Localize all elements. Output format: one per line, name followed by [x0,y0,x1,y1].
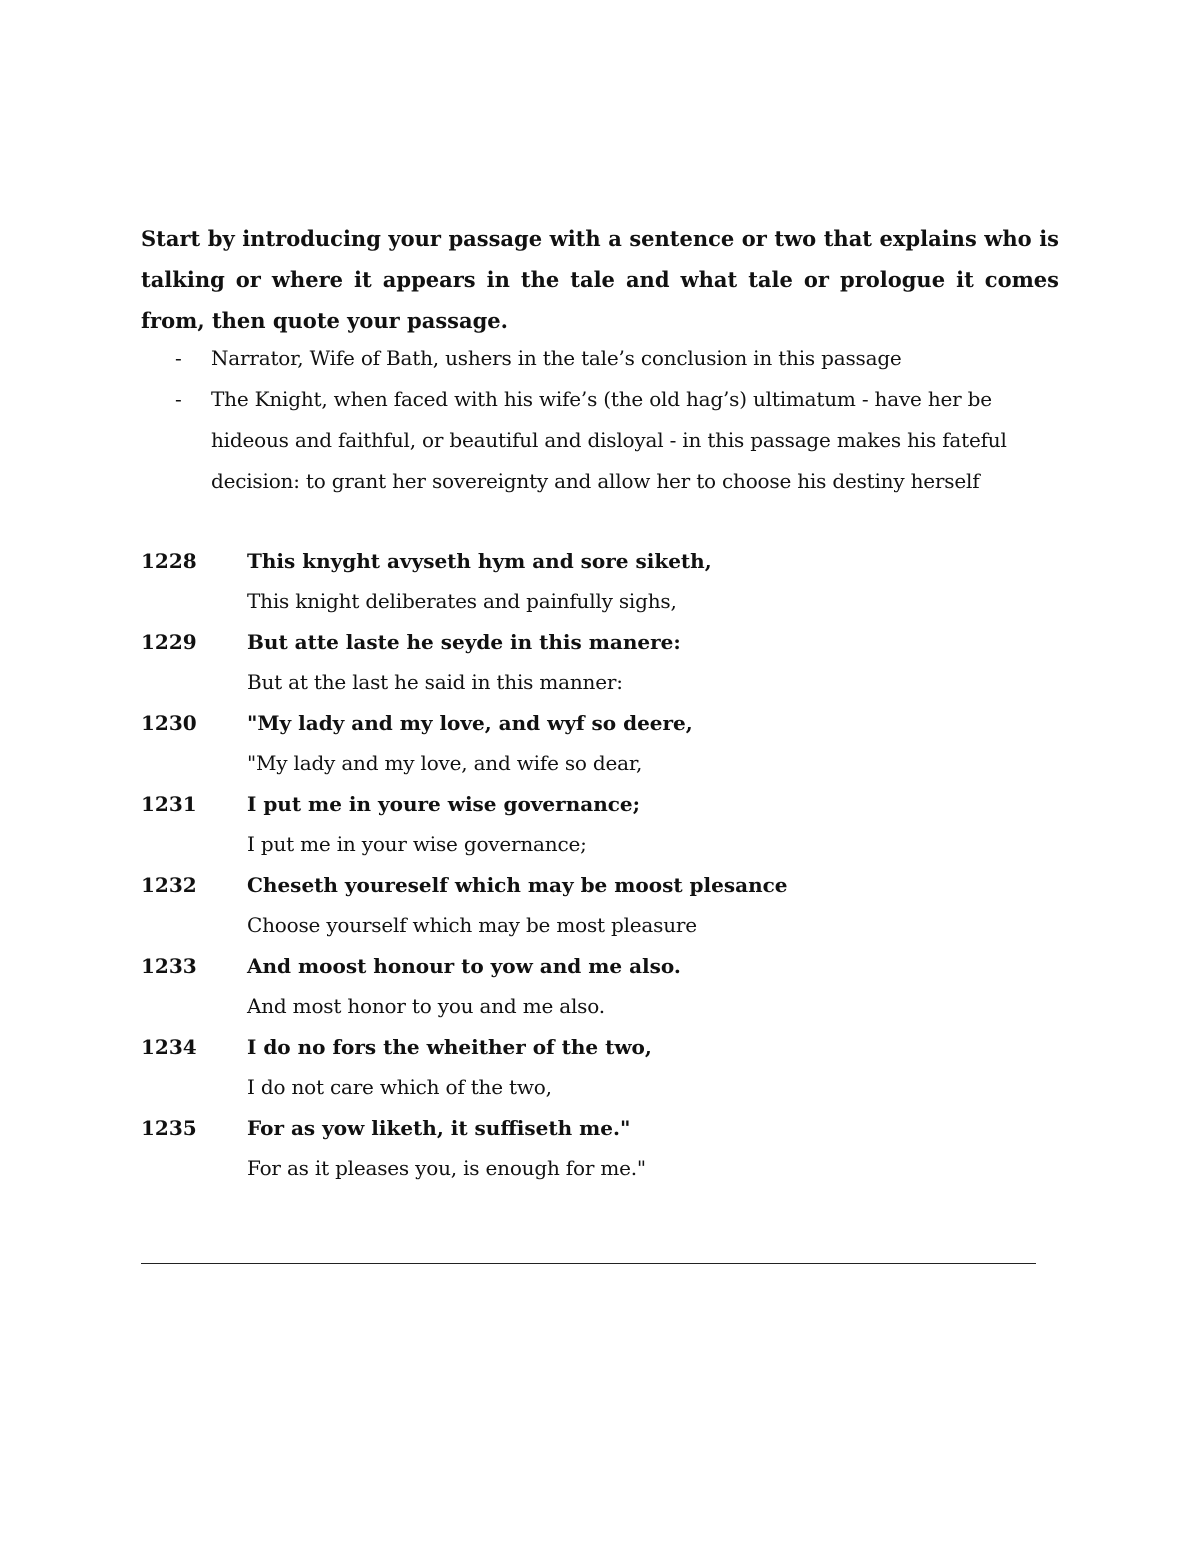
passage-line [141,622,1059,703]
bullet-list [141,338,1059,502]
bullet-item [141,379,1059,502]
line-translation: "My lady and my love, and wife so dear, [247,751,643,775]
line-translation: Choose yourself which may be most pleasure [247,913,697,937]
line-number: 1228 [141,549,197,573]
line-original: For as yow liketh, it suffiseth me." [247,1116,631,1140]
line-number: 1229 [141,630,197,654]
line-original: "My lady and my love, and wyf so deere, [247,711,693,735]
line-number: 1234 [141,1035,197,1059]
bullet-text: The Knight, when faced with his wife’s (the old hag’s) ultimatum - have her be hideous and faithful, or beautiful and disloyal - in this passage makes his fateful decision: to grant her sovereignty and allow her to choose his destiny herself [211,387,1007,493]
intro-paragraph: Start by introducing your passage with a sentence or two that explains who is talking or where it appears in the tale and what tale or prologue it comes from, then quote your passage. [141,226,1059,333]
bullet-dash: - [175,387,182,411]
line-original: But atte laste he seyde in this manere: [247,630,681,654]
line-translation: For as it pleases you, is enough for me." [247,1156,646,1180]
line-translation: I do not care which of the two, [247,1075,552,1099]
bullet-text: Narrator, Wife of Bath, ushers in the tale’s conclusion in this passage [211,346,902,370]
line-original: Cheseth youreself which may be moost plesance [247,873,788,897]
bullet-dash: - [175,346,182,370]
line-translation: But at the last he said in this manner: [247,670,623,694]
line-number: 1230 [141,711,197,735]
line-original: I do no fors the wheither of the two, [247,1035,652,1059]
line-original: This knyght avyseth hym and sore siketh, [247,549,712,573]
line-translation: This knight deliberates and painfully sighs, [247,589,677,613]
passage-line [141,946,1059,1027]
line-number: 1235 [141,1116,197,1140]
passage-line [141,784,1059,865]
line-original: And moost honour to yow and me also. [247,954,681,978]
line-number: 1233 [141,954,197,978]
passage-line [141,1108,1059,1189]
passage-line [141,1027,1059,1108]
line-translation: I put me in your wise governance; [247,832,587,856]
passage-line [141,865,1059,946]
bullet-item [141,338,1059,379]
passage-lines [141,541,1059,1189]
passage-line [141,703,1059,784]
line-number: 1231 [141,792,197,816]
line-number: 1232 [141,873,197,897]
passage-line [141,541,1059,622]
line-translation: And most honor to you and me also. [247,994,605,1018]
horizontal-rule [141,1263,1036,1264]
line-original: I put me in youre wise governance; [247,792,641,816]
